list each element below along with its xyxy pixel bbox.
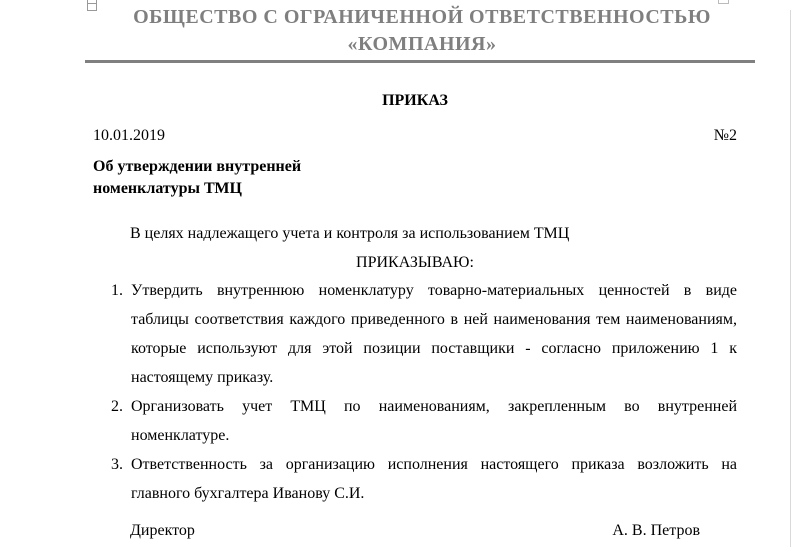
order-subject-line1: Об утверждении внутренней — [93, 158, 302, 175]
order-item: 1. Утвердить внутреннюю номенклатуру товарно-материальных ценностей в виде таблицы соответствия каждого приведенного в ней наименования тем наименованиям, которые используют для этой позиции поставщики - согласно приложению 1 к настоящему приказу. — [127, 276, 737, 392]
signature-name: А. В. Петров — [612, 522, 700, 539]
letterhead-company-name-line2: «КОМПАНИЯ» — [347, 33, 497, 55]
letterhead-divider — [85, 60, 755, 63]
date-number-row — [93, 127, 737, 145]
order-date: 10.01.2019 — [93, 127, 165, 144]
order-word: ПРИКАЗЫВАЮ: — [356, 254, 474, 271]
letterhead-company-name — [88, 4, 756, 58]
order-item: 2. Организовать учет ТМЦ по наименованиям, закрепленным во внутренней номенклатуре. — [127, 392, 737, 450]
order-subject-line2: номенклатуры ТМЦ — [93, 180, 242, 197]
signature-row — [93, 522, 737, 540]
order-item: 3. Ответственность за организацию исполнения настоящего приказа возложить на главного бухгалтера Иванову С.И. — [127, 450, 737, 508]
order-items-list — [93, 276, 737, 508]
order-preamble: В целях надлежащего учета и контроля за использованием ТМЦ — [130, 225, 570, 242]
signature-position: Директор — [130, 522, 195, 539]
order-subject — [93, 156, 737, 200]
order-title: ПРИКАЗ — [382, 92, 448, 109]
order-number: №2 — [713, 127, 737, 144]
page-edge-line — [790, 10, 791, 547]
letterhead-company-name-line1: ОБЩЕСТВО С ОГРАНИЧЕННОЙ ОТВЕТСТВЕННОСТЬЮ — [133, 6, 711, 28]
